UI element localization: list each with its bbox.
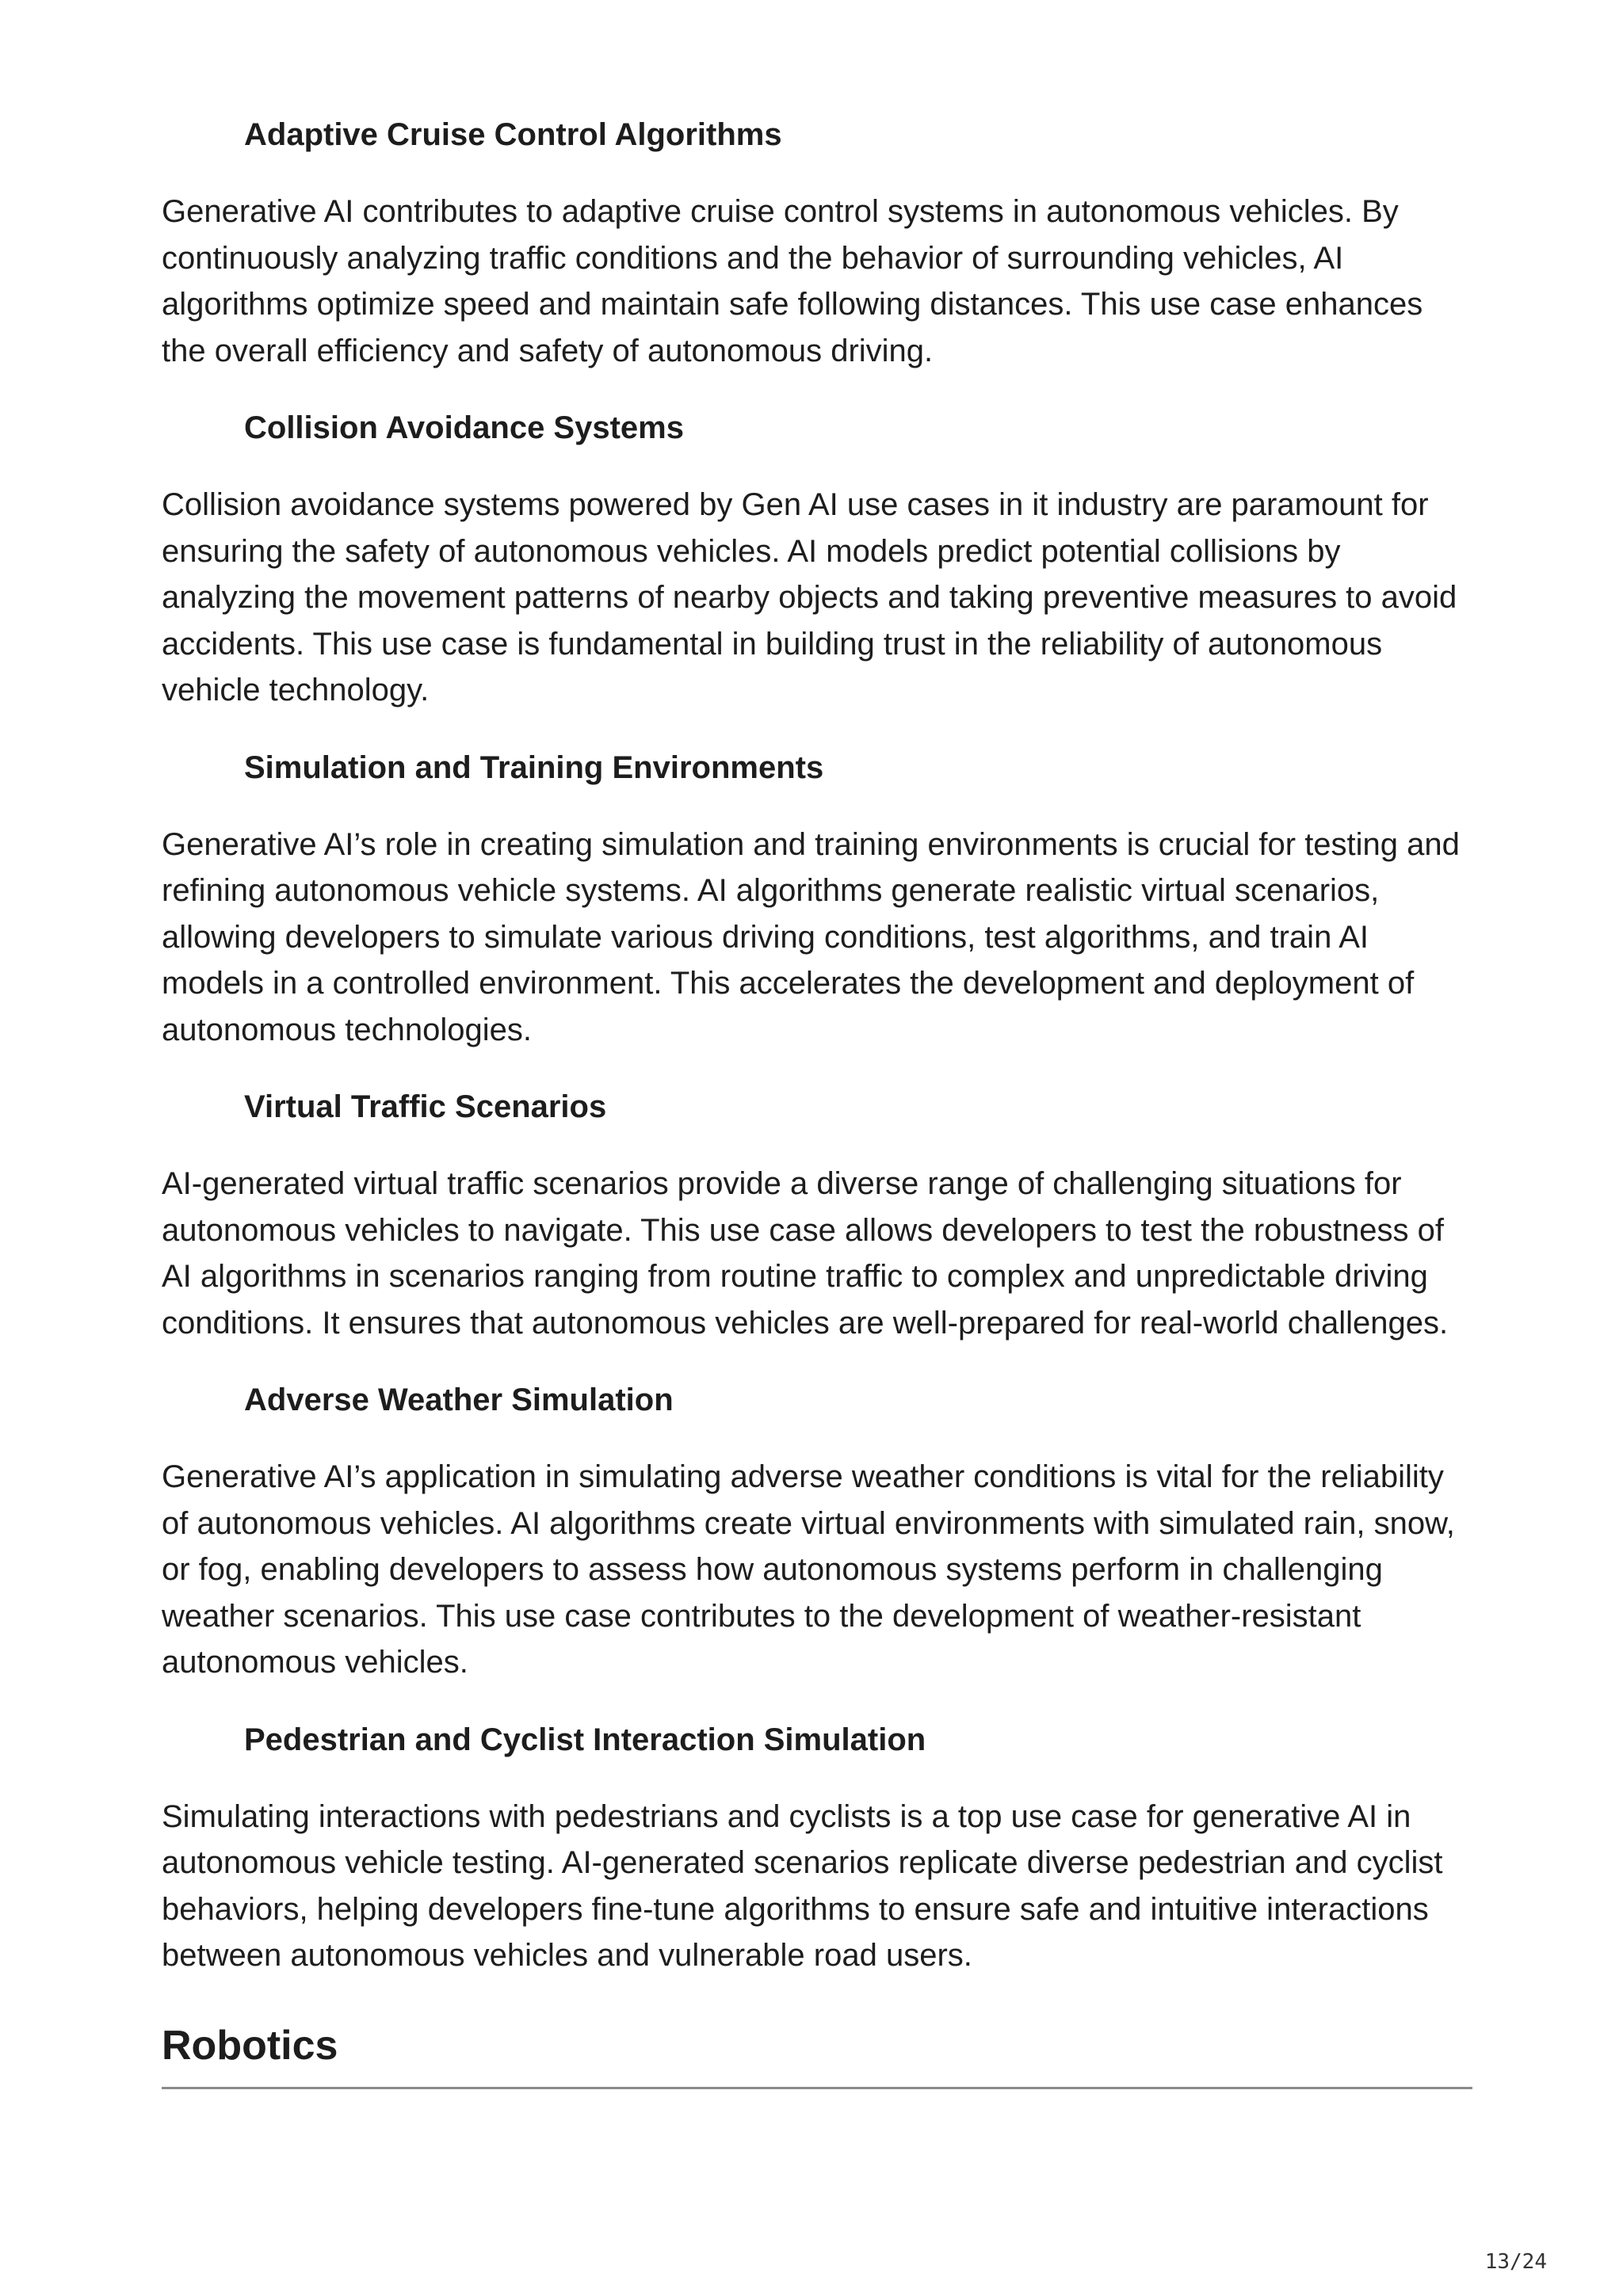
section-paragraph: Collision avoidance systems powered by Gen AI use cases in it industry are paramount for ensuring the safety of autonomous vehicles. AI models predict potential collisions by analyzing the movement patterns of nearby objects and taking preventive measures to avoid accidents. This use case is fundamental in building trust in the reliability of autonomous vehicle technology. <box>162 487 1457 707</box>
section-adaptive-cruise-control <box>162 109 1472 374</box>
section-pedestrian-cyclist <box>162 1714 1472 1979</box>
page-content <box>162 109 1472 2089</box>
section-heading: Adverse Weather Simulation <box>244 1383 674 1417</box>
section-paragraph: Generative AI contributes to adaptive cruise control systems in autonomous vehicles. By continuously analyzing traffic conditions and the behavior of surrounding vehicles, AI algorithms optimize speed and maintain safe following distances. This use case enhances the overall efficiency and safety of autonomous driving. <box>162 194 1423 368</box>
section-paragraph: Simulating interactions with pedestrians and cyclists is a top use case for generative AI in autonomous vehicle testing. AI-generated scenarios replicate diverse pedestrian and cyclist behaviors, helping developers fine-tune algorithms to ensure safe and intuitive interactions between autonomous vehicles and vulnerable road users. <box>162 1798 1443 1973</box>
section-heading: Virtual Traffic Scenarios <box>244 1089 607 1124</box>
section-paragraph: Generative AI’s application in simulating adverse weather conditions is vital for the reliability of autonomous vehicles. AI algorithms create virtual environments with simulated rain, snow, or fog, enabling developers to assess how autonomous systems perform in challenging weather scenarios. This use case contributes to the development of weather-resistant autonomous vehicles. <box>162 1459 1455 1680</box>
section-paragraph: AI-generated virtual traffic scenarios provide a diverse range of challenging situations for autonomous vehicles to navigate. This use case allows developers to test the robustness of AI algorithms in scenarios ranging from routine traffic to complex and unpredictable driving conditions. It ensures that autonomous vehicles are well-prepared for real-world challenges. <box>162 1166 1449 1341</box>
section-heading: Adaptive Cruise Control Algorithms <box>244 117 782 152</box>
section-virtual-traffic <box>162 1081 1472 1346</box>
section-heading: Collision Avoidance Systems <box>244 410 684 445</box>
page-number: 13/24 <box>1484 2250 1547 2274</box>
section-heading: Pedestrian and Cyclist Interaction Simulation <box>244 1722 926 1757</box>
section-paragraph: Generative AI’s role in creating simulation and training environments is crucial for testing and refining autonomous vehicle systems. AI algorithms generate realistic virtual scenarios, allowing developers to simulate various driving conditions, test algorithms, and train AI models in a controlled environment. This accelerates the development and deployment of autonomous technologies. <box>162 826 1460 1047</box>
section-adverse-weather <box>162 1375 1472 1686</box>
section-heading: Simulation and Training Environments <box>244 749 824 785</box>
robotics-heading: Robotics <box>162 2022 338 2069</box>
heading-divider <box>162 2087 1472 2089</box>
section-simulation-training <box>162 742 1472 1054</box>
section-collision-avoidance <box>162 402 1472 714</box>
